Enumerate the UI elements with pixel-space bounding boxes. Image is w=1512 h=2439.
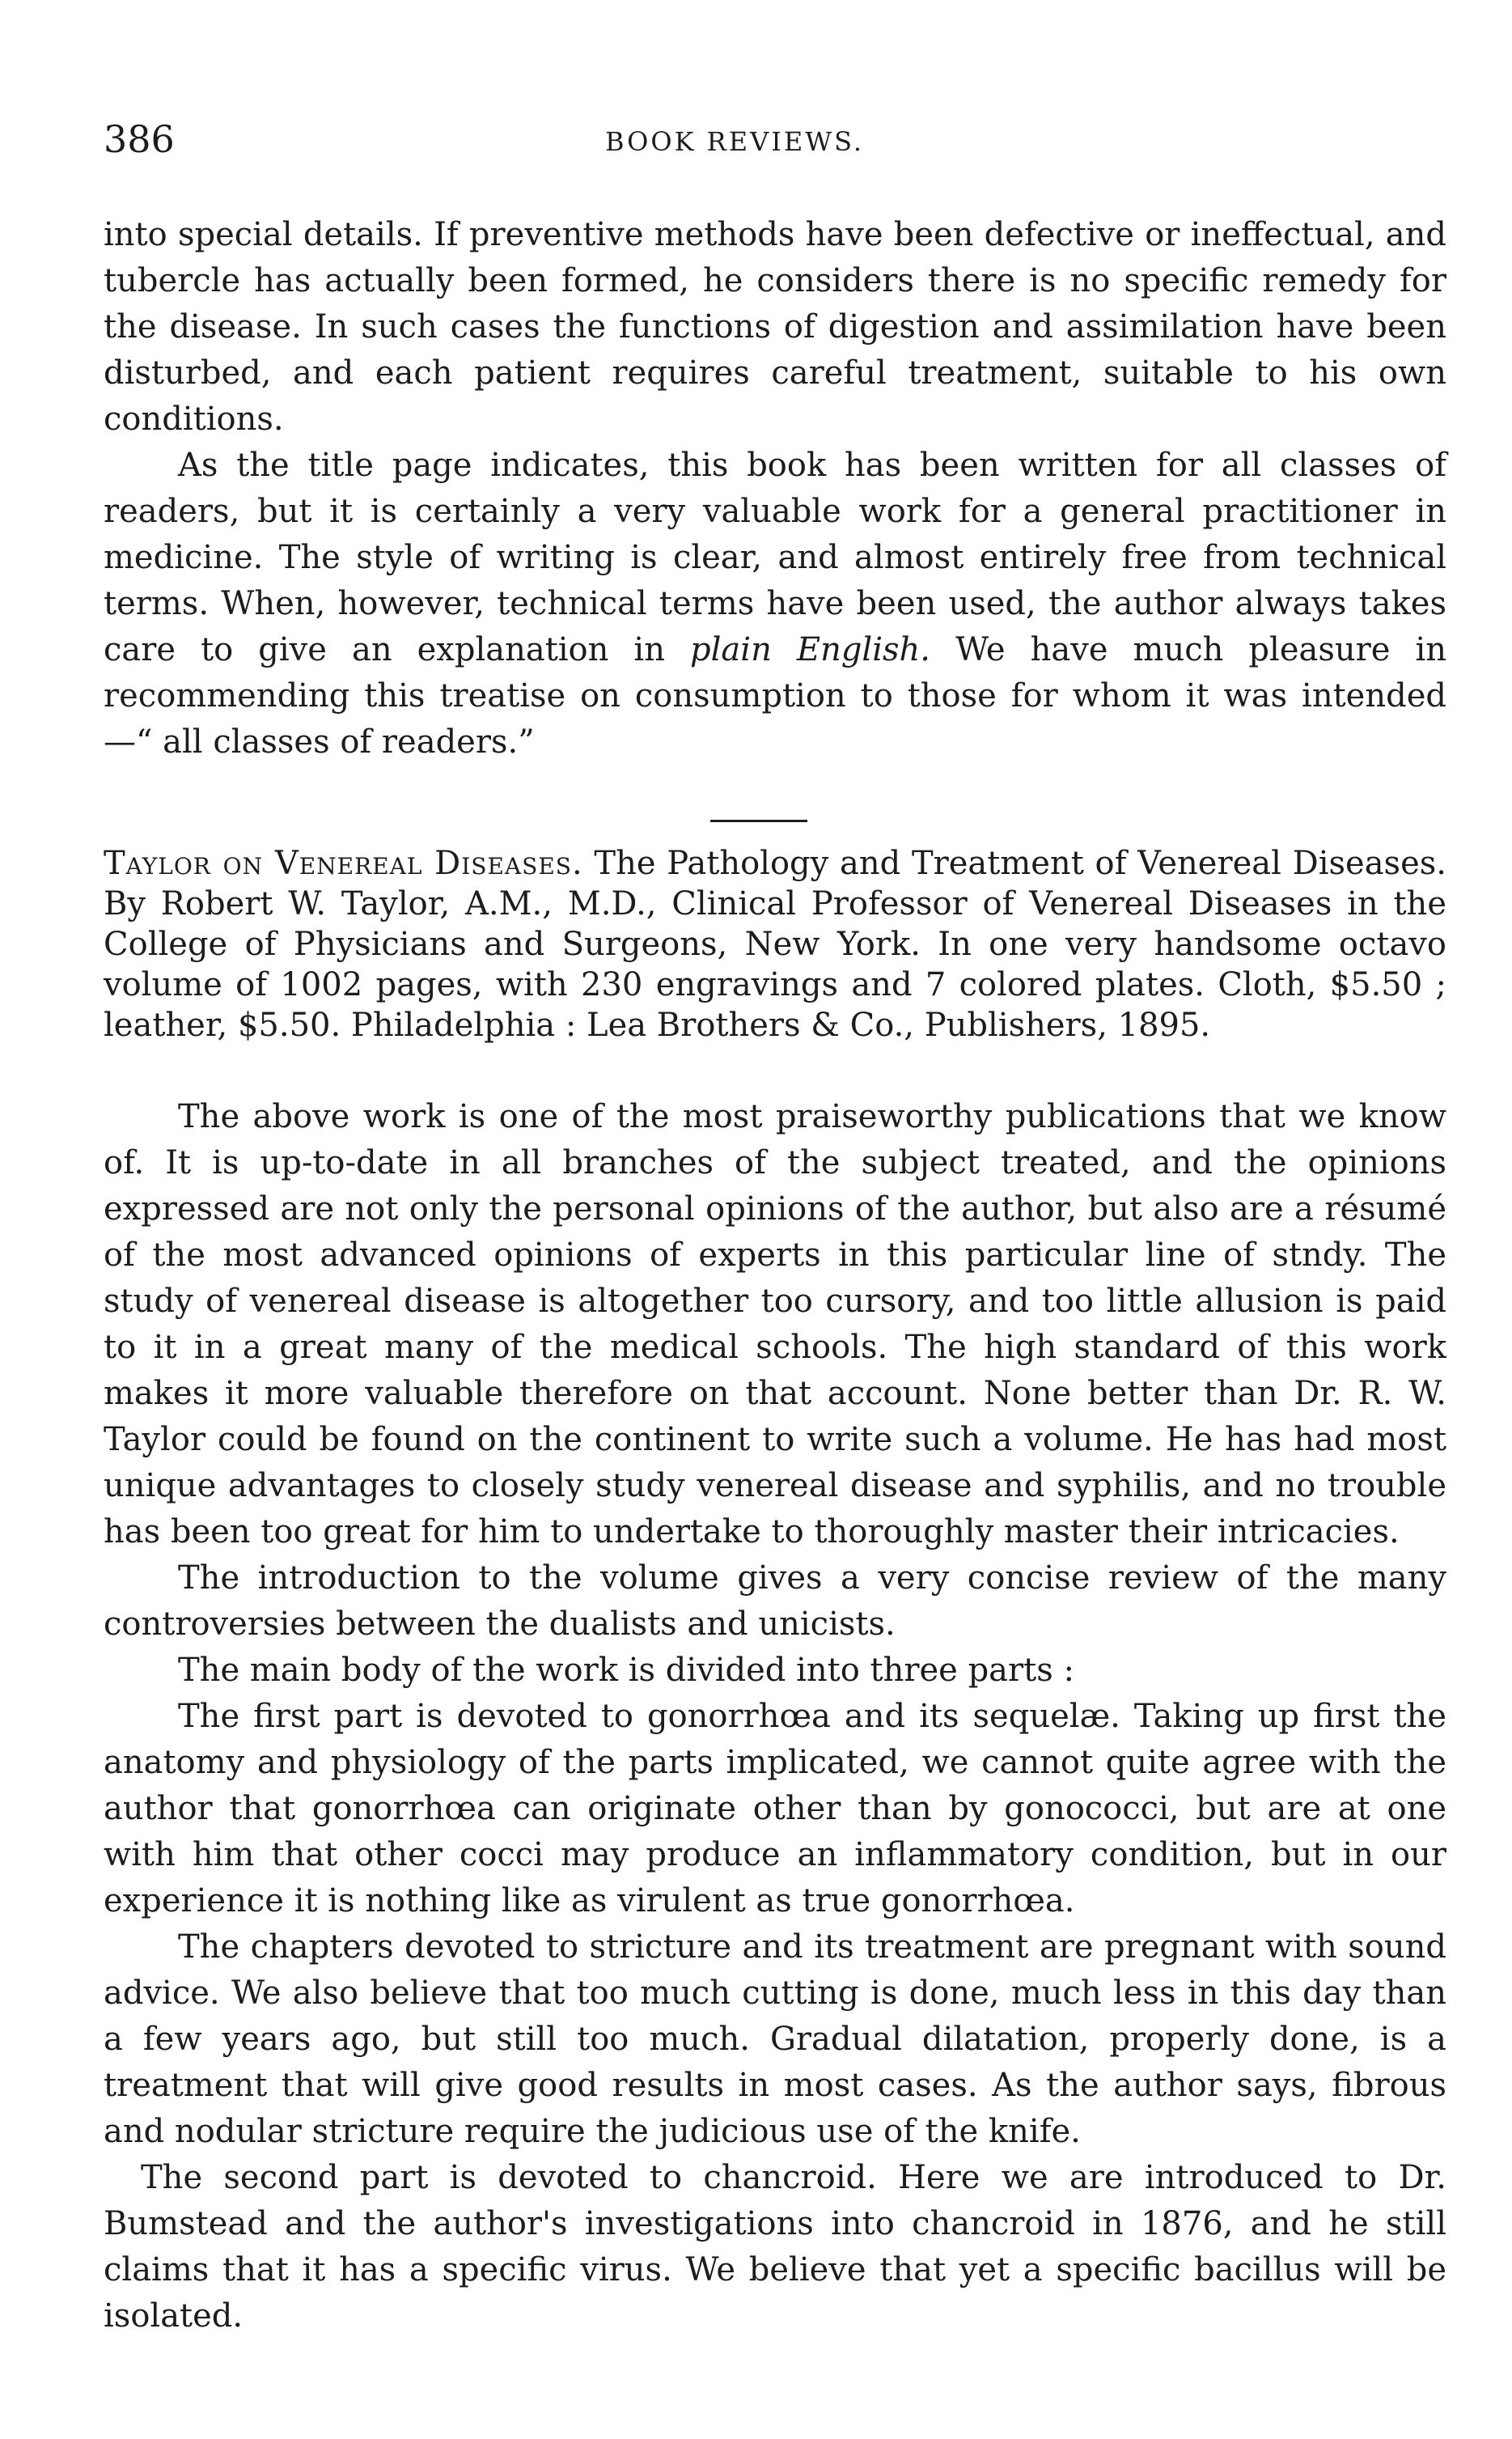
review-citation xyxy=(104,843,1446,1046)
italic-phrase: plain English. xyxy=(690,631,931,668)
paragraph: The above work is one of the most praiseworthy publications that we know of. It is up-to-date in all branches of the subject treated, and the opinions expressed are not only the personal opinions of the author, but also are a résumé of the most advanced opinions of experts in this particular line of stndy. The study of venereal disease is altogether too cursory, and too little allusion is paid to it in a great many of the medical schools. The high standard of this work makes it more valuable therefore on that account. None better than Dr. R. W. Taylor could be found on the continent to write such a volume. He has had most unique advantages to closely study venereal disease and syphilis, and no trouble has been too great for him to undertake to thoroughly master their intricacies. xyxy=(104,1098,1446,1550)
paragraph: The introduction to the volume gives a very concise review of the many controversies between the dualists and unicists. xyxy=(104,1559,1446,1643)
paragraph: The first part is devoted to gonorrhœa and its sequelæ. Taking up first the anatomy and physiology of the parts implicated, we cannot quite agree with the author that gonorrhœa can originate other than by gonococci, but are at one with him that other cocci may produce an inflammatory condition, but in our experience it is nothing like as virulent as true gonorrhœa. xyxy=(104,1698,1446,1919)
paragraph: The chapters devoted to stricture and its treatment are pregnant with sound advice. We also believe that too much cutting is done, much less in this day than a few years ago, but still too much. Gradual dilatation, properly done, is a treatment that will give good results in most cases. As the author says, fibrous and nodular stricture require the judicious use of the knife. xyxy=(104,1928,1446,2150)
citation-title: Taylor on Venereal Diseases. xyxy=(104,845,583,882)
paragraph: into special details. If preventive methods have been defective or ineffectual, and tubercle has actually been formed, he considers there is no specific remedy for the disease. In such cases the functions of digestion and assimilation have been disturbed, and each patient requires careful treatment, suitable to his own conditions. xyxy=(104,216,1446,438)
page-number: 386 xyxy=(104,117,175,161)
citation xyxy=(104,843,1446,1046)
paragraph-text: We have much pleasure in recommending this treatise on consumption to those for whom it was intended—“ all classes of readers.” xyxy=(104,631,1447,761)
review-consumption xyxy=(104,212,1446,766)
paragraph: The second part is devoted to chancroid. Here we are introduced to Dr. Bumstead and the author's investigations into chancroid in 1876, and he still claims that it has a specific virus. We believe that yet a specific bacillus will be isolated. xyxy=(104,2159,1446,2335)
paragraph: The main body of the work is divided into three parts : xyxy=(178,1652,1074,1689)
running-head: BOOK REVIEWS. xyxy=(605,126,865,157)
page-header xyxy=(104,115,1446,163)
paragraph xyxy=(104,443,1446,766)
review-venereal-diseases xyxy=(104,1094,1446,2339)
citation-details: The Pathology and Treatment of Venereal Diseases. By Robert W. Taylor, A.M., M.D., Clinical Professor of Venereal Diseases in the College of Physicians and Surgeons, New York. In one very handsome octavo volume of 1002 pages, with 230 engravings and 7 colored plates. Cloth, $5.50 ; leather, $5.50. Philadelphia : Lea Brothers & Co., Publishers, 1895. xyxy=(104,845,1446,1044)
section-divider xyxy=(710,820,807,822)
paragraph-text: As the title page indicates, this book has been written for all classes of readers, but it is certainly a very valuable work for a general practitioner in medicine. The style of writing is clear, and almost entirely free from technical terms. When, however, technical terms have been used, the author always takes care to give an explanation in xyxy=(104,447,1446,668)
